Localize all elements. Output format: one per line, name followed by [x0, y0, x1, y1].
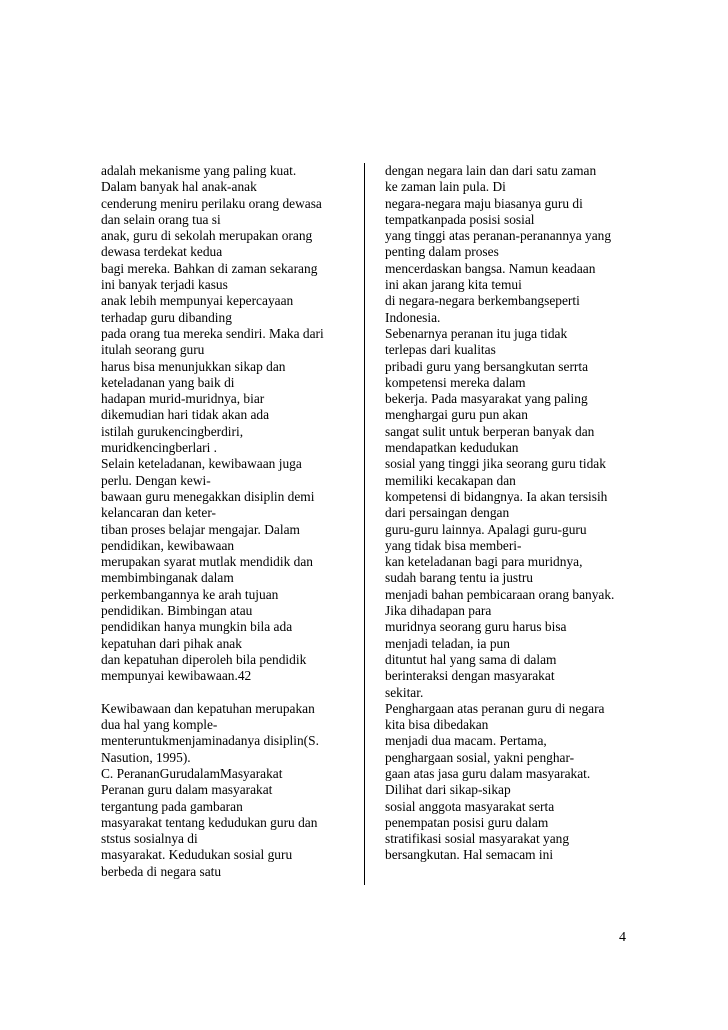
text-line: menjadi teladan, ia pun	[385, 635, 510, 651]
text-line: Kewibawaan dan kepatuhan merupakan	[101, 700, 315, 716]
text-line: bagi mereka. Bahkan di zaman sekarang	[101, 260, 318, 276]
text-line: menghargai guru pun akan	[385, 407, 528, 423]
text-line: terlepas dari kualitas	[385, 342, 496, 358]
text-line: sudah barang tentu ia justru	[385, 570, 534, 586]
text-line: membimbinganak dalam	[101, 570, 234, 586]
text-line: penghargaan sosial, yakni penghar-	[385, 749, 575, 765]
text-line: pendidikan hanya mungkin bila ada	[101, 619, 293, 635]
text-line: adalah mekanisme yang paling kuat.	[101, 163, 297, 178]
text-line: harus bisa menunjukkan sikap dan	[101, 358, 286, 374]
text-line: dikemudian hari tidak akan ada	[101, 407, 270, 423]
text-line: tiban proses belajar mengajar. Dalam	[101, 521, 300, 537]
text-line: ini banyak terjadi kasus	[101, 277, 228, 293]
text-line: masyarakat tentang kedudukan guru dan	[101, 814, 318, 830]
text-line: kan keteladanan bagi para muridnya,	[385, 554, 583, 570]
text-line: merupakan syarat mutlak mendidik dan	[101, 554, 313, 570]
text-line: dari persaingan dengan	[385, 505, 510, 521]
text-line: kelancaran dan keter-	[101, 505, 216, 521]
text-line: bersangkutan. Hal semacam ini	[385, 847, 554, 863]
text-line: cenderung meniru perilaku orang dewasa	[101, 195, 322, 211]
text-line: dewasa terdekat kedua	[101, 244, 223, 260]
text-line: dituntut hal yang sama di dalam	[385, 651, 557, 667]
text-line: ini akan jarang kita temui	[385, 277, 522, 293]
text-line: mempunyai kewibawaan.42	[101, 668, 252, 684]
text-line: perlu. Dengan kewi-	[101, 472, 211, 488]
text-line: berbeda di negara satu	[101, 863, 222, 879]
text-line: terhadap guru dibanding	[101, 309, 232, 325]
text-line: pribadi guru yang bersangkutan serrta	[385, 358, 589, 374]
text-line: Penghargaan atas peranan guru di negara	[385, 700, 605, 716]
text-line: Peranan guru dalam masyarakat	[101, 782, 273, 798]
text-line: berinteraksi dengan masyarakat	[385, 668, 555, 684]
page-number: 4	[619, 930, 626, 945]
text-line: mencerdaskan bangsa. Namun keadaan	[385, 260, 596, 276]
text-line: mendapatkan kedudukan	[385, 440, 519, 456]
text-line: hadapan murid-muridnya, biar	[101, 391, 265, 407]
text-line: pada orang tua mereka sendiri. Maka dari	[101, 325, 324, 341]
text-line: sangat sulit untuk berperan banyak dan	[385, 423, 595, 439]
text-line: Indonesia.	[385, 309, 441, 325]
left-paragraph-1	[101, 163, 351, 685]
text-line: kompetensi di bidangnya. Ia akan tersisih	[385, 488, 608, 504]
text-line: Jika dihadapan para	[385, 603, 492, 619]
text-line: yang tinggi atas peranan-peranannya yang	[385, 228, 612, 244]
text-line: itulah seorang guru	[101, 342, 205, 358]
text-line: tergantung pada gambaran	[101, 798, 243, 814]
text-line: kompetensi mereka dalam	[385, 374, 526, 390]
text-line: ststus sosialnya di	[101, 831, 198, 847]
text-line: menjadi bahan pembicaraan orang banyak.	[385, 586, 615, 602]
right-paragraphs	[385, 163, 635, 864]
text-line: bekerja. Pada masyarakat yang paling	[385, 391, 588, 407]
text-line: Dilihat dari sikap-sikap	[385, 782, 511, 798]
text-line: anak, guru di sekolah merupakan orang	[101, 228, 313, 244]
text-line: Selain keteladanan, kewibawaan juga	[101, 456, 302, 472]
text-line: sekitar.	[385, 684, 424, 700]
text-line: dengan negara lain dan dari satu zaman	[385, 163, 597, 178]
column-divider	[364, 163, 365, 885]
text-line: kepatuhan dari pihak anak	[101, 635, 242, 651]
text-line: di negara-negara berkembangseperti	[385, 293, 580, 309]
text-line: muridnya seorang guru harus bisa	[385, 619, 567, 635]
text-line: masyarakat. Kedudukan sosial guru	[101, 847, 293, 863]
text-line: Nasution, 1995).	[101, 749, 191, 765]
text-line: memiliki kecakapan dan	[385, 472, 516, 488]
text-line: menteruntukmenjaminadanya disiplin(S.	[101, 733, 319, 749]
text-line: sosial yang tinggi jika seorang guru tidak	[385, 456, 606, 472]
text-line: istilah gurukencingberdiri,	[101, 423, 244, 439]
text-line: perkembangannya ke arah tujuan	[101, 586, 279, 602]
text-line: Dalam banyak hal anak-anak	[101, 179, 257, 195]
text-line: pendidikan. Bimbingan atau	[101, 603, 253, 619]
text-line: tempatkanpada posisi sosial	[385, 211, 535, 227]
text-line: Sebenarnya peranan itu juga tidak	[385, 325, 568, 341]
text-line: dua hal yang komple-	[101, 717, 218, 733]
text-line: keteladanan yang baik di	[101, 374, 235, 390]
text-line: dan kepatuhan diperoleh bila pendidik	[101, 651, 307, 667]
left-paragraph-2	[101, 701, 351, 880]
paragraph-gap	[101, 685, 351, 701]
text-line: guru-guru lainnya. Apalagi guru-guru	[385, 521, 587, 537]
text-line: pendidikan, kewibawaan	[101, 537, 235, 553]
left-column	[101, 163, 351, 880]
text-line: negara-negara maju biasanya guru di	[385, 195, 583, 211]
text-line: yang tidak bisa memberi-	[385, 537, 522, 553]
text-line: anak lebih mempunyai kepercayaan	[101, 293, 294, 309]
text-line: menjadi dua macam. Pertama,	[385, 733, 547, 749]
text-line: C. PerananGurudalamMasyarakat	[101, 765, 283, 781]
text-line: penempatan posisi guru dalam	[385, 814, 549, 830]
text-line: ke zaman lain pula. Di	[385, 179, 506, 195]
text-line: gaan atas jasa guru dalam masyarakat.	[385, 765, 591, 781]
text-line: penting dalam proses	[385, 244, 499, 260]
text-line: muridkencingberlari .	[101, 440, 218, 456]
text-line: sosial anggota masyarakat serta	[385, 798, 555, 814]
text-line: bawaan guru menegakkan disiplin demi	[101, 488, 315, 504]
right-column	[385, 163, 635, 864]
text-line: dan selain orang tua si	[101, 211, 221, 227]
text-line: kita bisa dibedakan	[385, 717, 489, 733]
text-line: stratifikasi sosial masyarakat yang	[385, 831, 570, 847]
